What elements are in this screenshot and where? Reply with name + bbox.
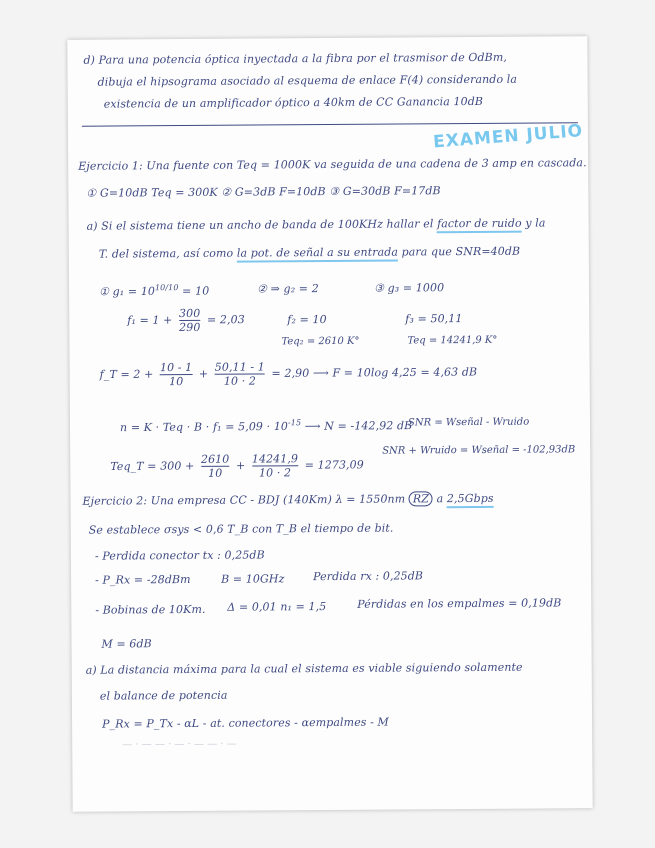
noise-factor-2: f₂ = 10 xyxy=(287,313,327,327)
question-a-line-2 xyxy=(99,245,520,261)
teqt-den-2: 10 · 2 xyxy=(252,465,298,479)
f1-fraction xyxy=(179,307,200,334)
question-a-text: a) Si el sistema tiene un ancho de banda de 100KHz hallar el xyxy=(86,217,434,233)
exercise-1-statement: Ejercicio 1: Una fuente con Teq = 1000K va seguida de una cadena de 3 amp en cascada. xyxy=(78,156,587,173)
teqt-num-1: 2610 xyxy=(200,452,230,466)
coil-length: - Bobinas de 10Km. xyxy=(95,602,206,617)
teqt-fraction-2 xyxy=(252,452,298,479)
n-exp: -15 xyxy=(287,418,302,428)
question-a-tail: y la xyxy=(525,216,546,230)
part-d-line-2: dibuja el hipsograma asociado al esquema de enlace F(4) considerando la xyxy=(97,72,518,89)
total-noise-factor: f_T = 2 + $\frac{10 - 1}{10}$ + $\frac{50,11 - 1}{10 \cdot 2}$ = 2,90 ⟶ F = 10log 4,25 = 4,63 dB xyxy=(99,360,478,389)
f1-prefix: f₁ = 1 + xyxy=(127,313,173,327)
teqt-fraction-1 xyxy=(201,453,230,480)
question-a-line-1 xyxy=(87,216,546,232)
bandwidth-value: B = 10GHz xyxy=(221,572,285,586)
gain-1-exp: 10/10 xyxy=(154,283,179,293)
teqt-result: = 1273,09 xyxy=(304,458,364,472)
ex2-intro: Ejercicio 2: Una empresa CC - BDJ (140Km) λ = 1550nm xyxy=(82,492,406,508)
gain-3: ③ g₃ = 1000 xyxy=(374,281,445,295)
exam-title: EXAMEN JULIO xyxy=(432,121,584,153)
exercise-2-condition: Se establece σsys < 0,6 T_B con T_B el tiempo de bit. xyxy=(88,521,394,537)
gain-2: ② ⇒ g₂ = 2 xyxy=(257,282,319,296)
power-balance-formula: P_Rx = P_Tx - αL - at. conectores - αempalmes - M xyxy=(102,715,389,731)
ft-result: = 2,90 xyxy=(271,366,310,380)
noise-factor-highlight: factor de ruido xyxy=(437,217,522,234)
teqt-den-1: 10 xyxy=(201,466,230,480)
prx-value: - P_Rx = -28dBm xyxy=(95,572,191,587)
ft-prefix: f_T = 2 + xyxy=(99,367,154,382)
snr-formula-1: SNR = Wseñal - Wruido xyxy=(407,416,530,429)
ft-num-1: 10 - 1 xyxy=(159,360,193,375)
connector-loss-tx: - Perdida conector tx : 0,25dB xyxy=(94,548,265,563)
noise-factor-3: f₃ = 50,11 xyxy=(405,312,463,326)
question-2a-line-2: el balance de potencia xyxy=(99,688,228,703)
margin-value: M = 6dB xyxy=(101,637,152,651)
question-2a-line-1: a) La distancia máxima para la cual el sistema es viable siguiendo solamente xyxy=(85,660,523,677)
n-result: ⟶ N = -142,92 dB xyxy=(304,419,413,433)
ft-den-1: 10 xyxy=(160,374,192,388)
teqt-prefix: Teq_T = 300 + xyxy=(110,459,195,474)
gain-1-value: = 10 xyxy=(182,284,210,298)
part-d-line-1: d) Para una potencia óptica inyectada a la fibra por el trasmisor de OdBm, xyxy=(83,50,508,67)
paper-sheet xyxy=(67,36,592,812)
gain-1-base: ① g₁ = 10 xyxy=(99,284,156,299)
bleed-through-text: — · — — · — · — — · — xyxy=(122,738,237,751)
part-d-line-3: existencia de un amplificador óptico a 40km de CC Ganancia 10dB xyxy=(103,94,484,111)
teq-2: Teq₂ = 2610 K° xyxy=(281,335,360,348)
ft-fraction-2 xyxy=(215,360,265,387)
f1-num: 300 xyxy=(178,306,201,321)
question-a2-text: T. del sistema, así como xyxy=(98,246,234,261)
delta-n1: Δ = 0,01 n₁ = 1,5 xyxy=(227,600,327,614)
total-teq: Teq_T = 300 + $\frac{2610}{10}$ + $\frac{14241,9}{10 \cdot 2}$ = 1273,09 xyxy=(110,452,364,480)
snr-formula-2: SNR + Wruido = Wseñal = -102,93dB xyxy=(382,444,576,457)
teq-3: Teq = 14241,9 K° xyxy=(407,334,498,347)
noise-factor-1 xyxy=(127,307,245,335)
ex2-a: a xyxy=(436,492,444,506)
noise-power xyxy=(120,417,412,434)
splice-loss: Pérdidas en los empalmes = 0,19dB xyxy=(357,596,562,611)
f1-result: = 2,03 xyxy=(206,313,245,327)
signal-power-highlight: la pot. de señal a su entrada xyxy=(237,246,398,263)
n-equation: n = K · Teq · B · f₁ = 5,09 · 10 xyxy=(119,419,289,435)
ft-den-2: 10 · 2 xyxy=(215,373,265,387)
exercise-2-statement xyxy=(82,491,493,509)
exercise-1-amplifiers: ① G=10dB Teq = 300K ② G=3dB F=10dB ③ G=30dB F=17dB xyxy=(86,184,441,200)
ft-db-result: ⟶ F = 10log 4,25 = 4,63 dB xyxy=(312,365,478,380)
ft-fraction-1 xyxy=(160,361,193,388)
question-a2-tail: para que SNR=40dB xyxy=(401,244,521,259)
ft-num-2: 50,11 - 1 xyxy=(214,360,265,374)
connector-loss-rx: Perdida rx : 0,25dB xyxy=(313,569,424,584)
teqt-num-2: 14241,9 xyxy=(251,452,299,466)
bit-rate-highlight: 2,5Gbps xyxy=(447,492,494,508)
gain-1 xyxy=(99,283,209,298)
f1-den: 290 xyxy=(179,320,201,335)
rz-badge: RZ xyxy=(409,491,433,506)
